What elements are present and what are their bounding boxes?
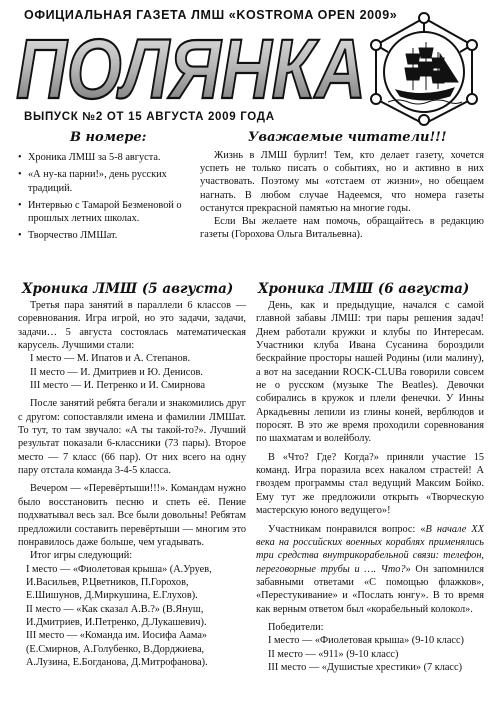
article-paragraph: Участникам понравился вопрос: «В начале XX века на российских военных кораблях применялись три средства внутрикорабельной связи: телефон, переговорные трубы и …. Что?» Он запомнился забавными ответами «С помощью флажков», «Перестукивание» и «Послать юнгу». В то время как верным ответом был «корабельный колокол». [256, 523, 484, 615]
result-line: I место — «Фиолетовая крыша» (А.Уруев, И.Васильев, Р.Цветников, П.Горохов, Е.Шишунов, Д.Миркушина, Е.Глухов). [26, 563, 212, 602]
result-line: II место — И. Дмитриев и Ю. Денисов. [30, 366, 203, 378]
article-paragraph: В «Что? Где? Когда?» приняли участие 15 команд. Игра поразила всех накалом страстей! А гвоздем программы стал ведущий Максим Бойко. Ему тут же предложили открыть «Творческую мастерскую юного ведущего»! [256, 451, 484, 517]
greeting-body [200, 149, 484, 241]
newspaper-subtitle: ОФИЦИАЛЬНАЯ ГАЗЕТА ЛМШ «KOSTROMA OPEN 2009» [24, 8, 398, 22]
article-paragraph: Вечером — «Перевёртыши!!!». Командам нужно было восстановить песню и спеть её. Пение подхватывал весь зал. Все были довольны! Ребятам предложили составить перевёртыши — многим это понравилось даже больше, чем угадывать. [18, 483, 246, 548]
result-line: III место — «Команда им. Иосифа Аама» (Е.Смирнов, А.Голубенко, В.Дорджиева, А.Лузина, Е.Богданова, Д.Митрофанова). [26, 630, 208, 668]
left-column-title: Хроника ЛМШ (5 августа) [22, 281, 234, 297]
result-line: III место — И. Петренко и И. Смирнова [30, 380, 206, 392]
greeting-title: Уважаемые читатели!!! [248, 130, 447, 145]
toc-list [18, 151, 194, 247]
article-paragraph: День, как и предыдущие, начался с самой главной забавы ЛМШ: три пары решения задач! Днем работали кружки и клубы по Интересам. Участники клуба Ивана Сусанина бороздили бескрайние просторы нашей Родины (или малину), а вот на заседании ROCK-CLUBа говорили совсем не о русском (музыке The Beatles). Девочки собирались в кружок и плели фенечки. У Инны Аркадьевны лепили из глины коней, верблюдов и поросят. В это же время проходили соревнования по шахматам и волейболу. [256, 300, 484, 445]
newspaper-title [14, 30, 370, 104]
bullet-icon: • [18, 152, 22, 163]
toc-item: • Хроника ЛМШ за 5-8 августа. [18, 152, 161, 163]
toc-item: • «А ну-ка парни!», день русских традиций. [18, 169, 167, 194]
right-column [256, 299, 484, 674]
right-column-title: Хроника ЛМШ (6 августа) [258, 281, 470, 297]
toc-item: • Творчество ЛМШат. [18, 230, 118, 242]
bullet-icon: • [18, 169, 22, 181]
result-line: I место — М. Ипатов и А. Степанов. [30, 353, 191, 365]
result-line: II место — «Как сказал А.В.?» (В.Януш, И.Дмитриев, И.Петренко, Д.Лукашевич). [26, 603, 207, 628]
issue-line: ВЫПУСК №2 ОТ 15 АВГУСТА 2009 ГОДА [24, 111, 275, 123]
winner-line: II место — «911» (9-10 класс) [268, 648, 399, 660]
winner-line: I место — «Фиолетовая крыша» (9-10 класс) [268, 635, 464, 647]
toc-item: • Интервью с Тамарой Безменовой о прошлых летних школах. [18, 199, 182, 225]
newspaper-title-text: ПОЛЯНКА [16, 30, 366, 104]
quiz-question: В начале XX века на российских военных кораблях применялись три средства внутрикорабельной связи: телефон, переговорные трубы и …. Что? [256, 523, 484, 575]
article-paragraph: Третья пара занятий в параллели 6 классов — соревнования. Игра игрой, но это задачи, задачи, задачи… 5 августа состоялась математическая карусель. Лучшими стали: [18, 300, 246, 352]
school-logo [368, 10, 480, 126]
bullet-icon: • [18, 199, 22, 211]
winners-intro: Победители: [268, 621, 324, 633]
greeting-paragraph: Жизнь в ЛМШ бурлит! Тем, кто делает газету, хочется успеть не только писать о событиях, но и активно в них участвовать. Поэтому мы «отстаем от жизни», но обещаем нагнать. В любом случае Надеемся, что номера газеты останутся прекрасной памятью на многие годы. [200, 150, 484, 214]
bullet-icon: • [18, 230, 22, 242]
left-column [18, 299, 246, 669]
results-intro: Итог игры следующий: [30, 550, 133, 562]
article-paragraph: После занятий ребята бегали и знакомились друг с другом: сопоставляли имена и фамилии ЛМШат. То тут, то там звучало: «А ты такой-то?». Лучший результат показали 6-классники (73 пары). Второе место — 7 класс (66 пар). От них всего на одну пару отстала команда 3-4-5 класса. [18, 398, 246, 477]
toc-title: В номере: [70, 130, 147, 145]
winner-line: III место — «Душистые хрестики» (7 класс) [268, 661, 462, 673]
greeting-paragraph: Если Вы желаете нам помочь, обращайтесь в редакцию газеты (Горохова Ольга Витальевна). [200, 216, 484, 241]
